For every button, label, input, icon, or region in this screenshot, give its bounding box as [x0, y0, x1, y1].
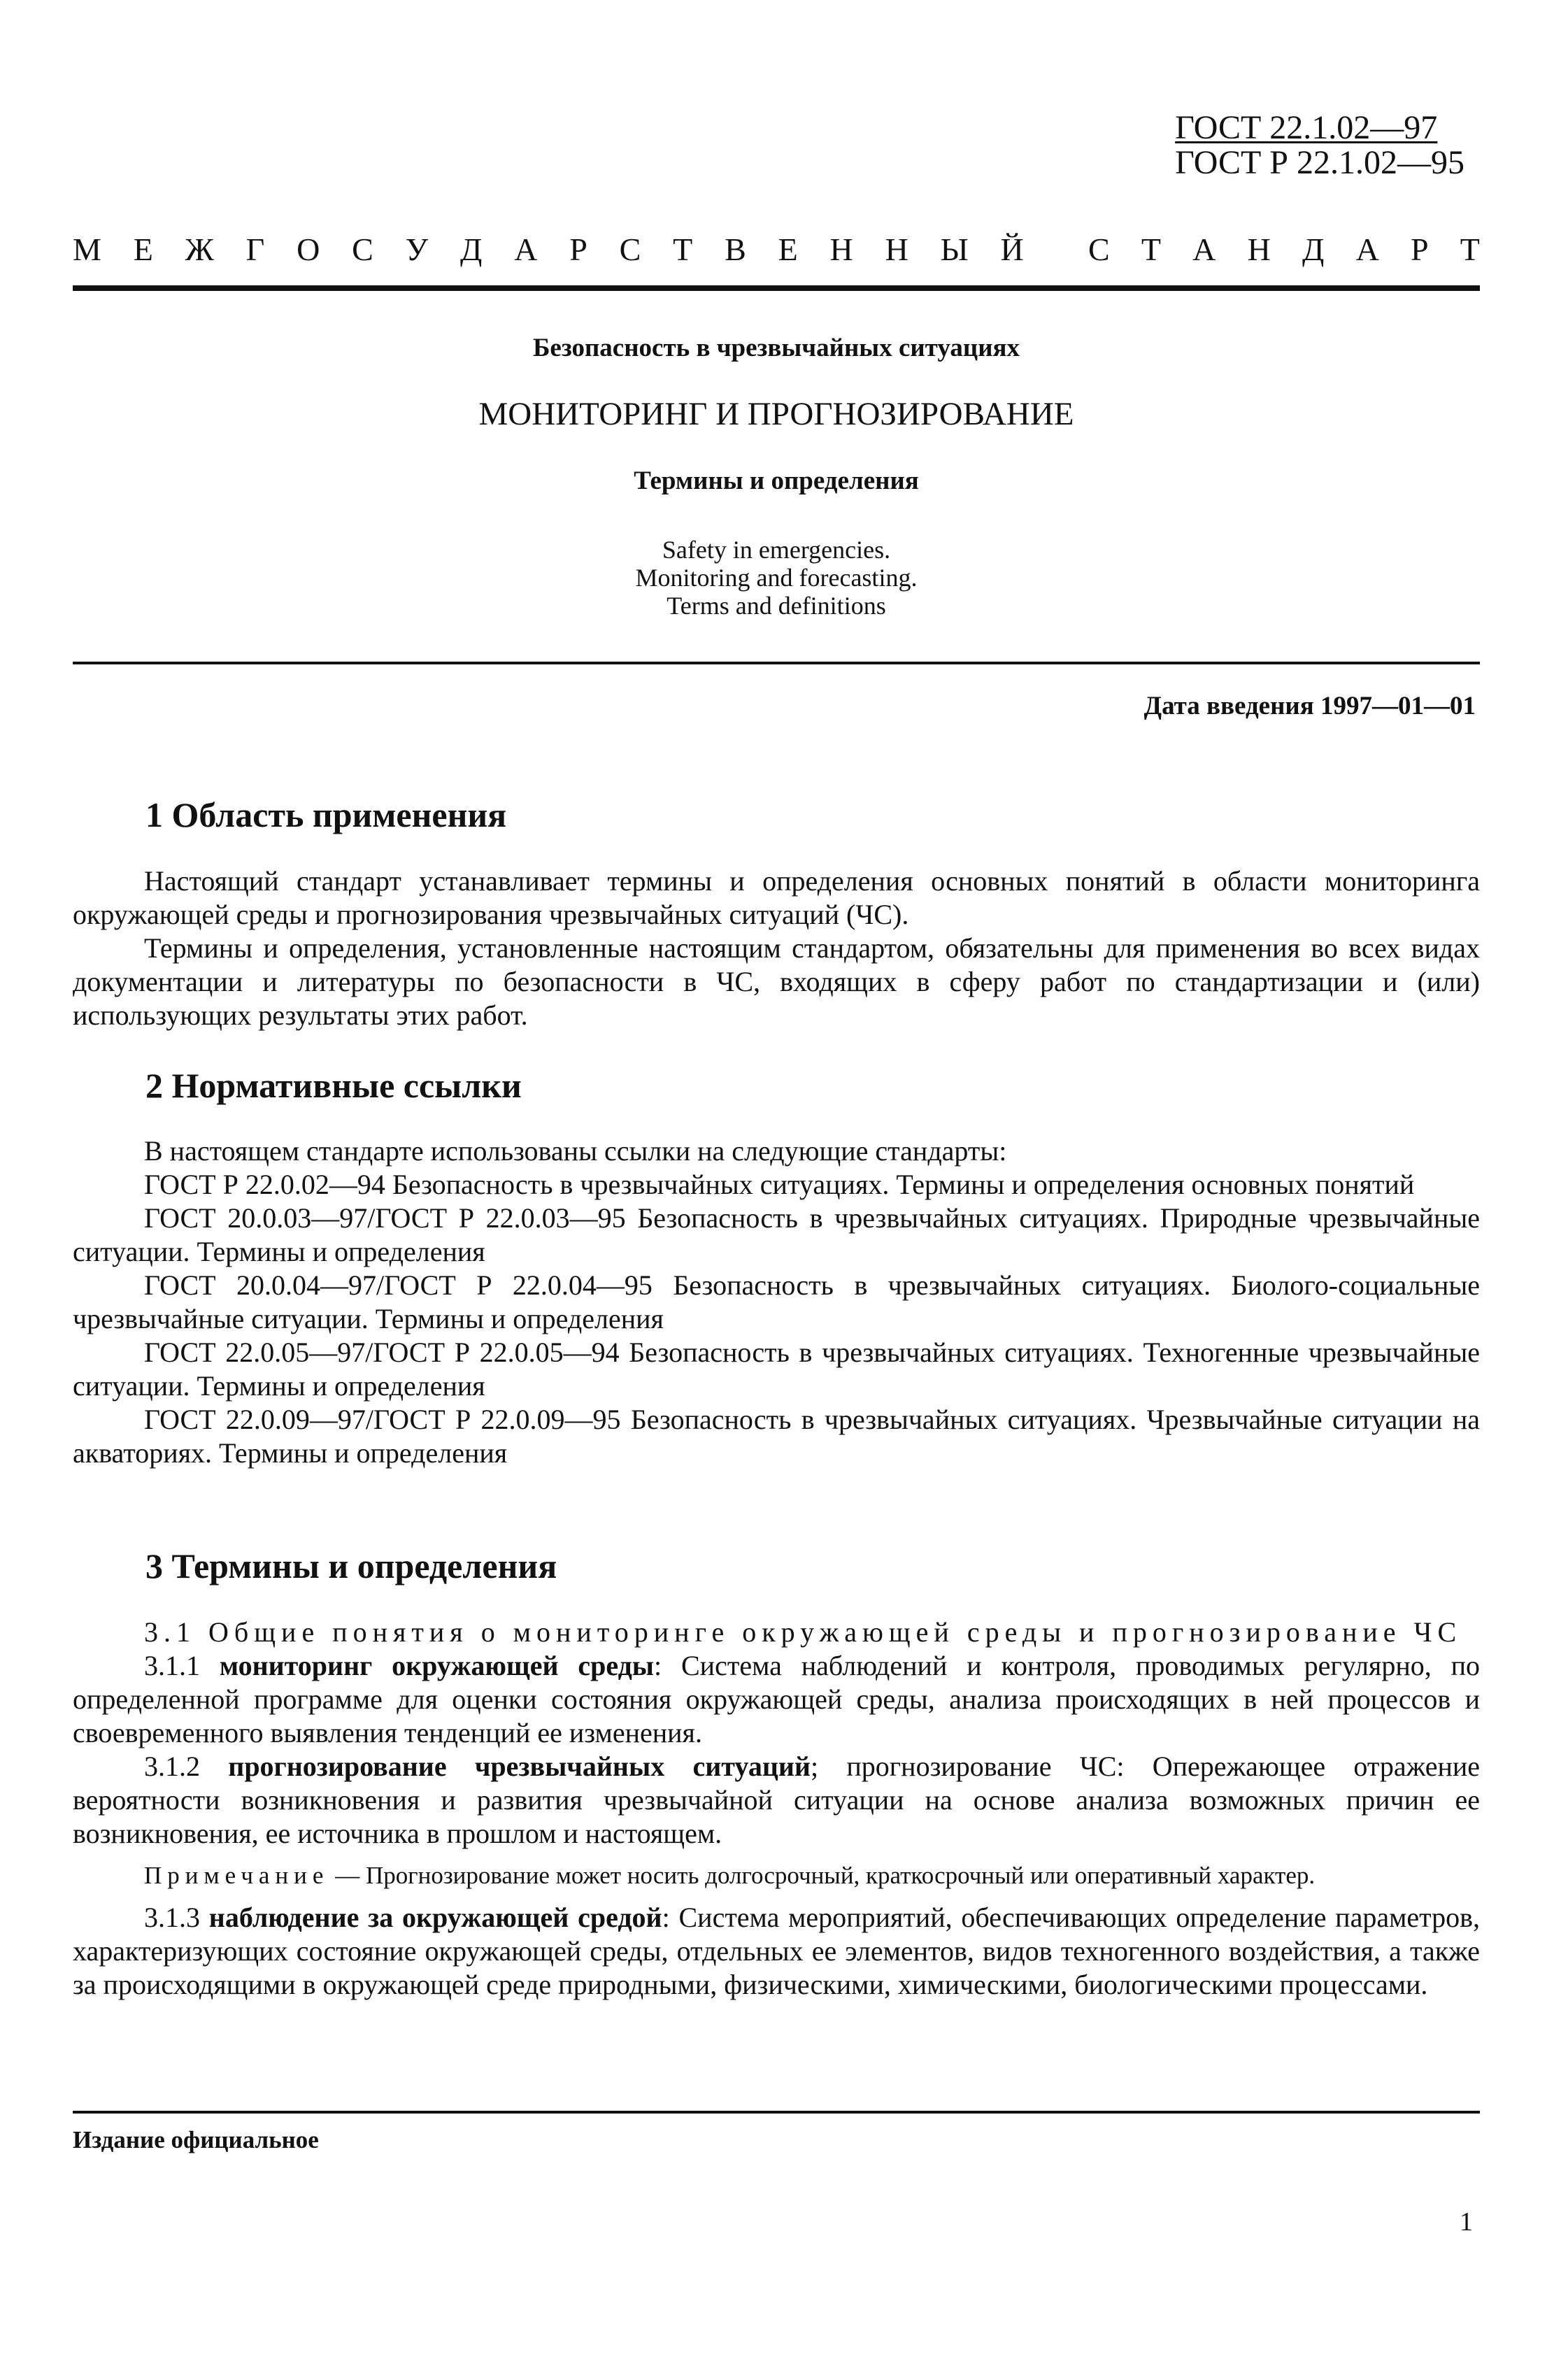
banner-letter: Т: [1460, 231, 1480, 267]
banner-letter: М: [73, 231, 101, 267]
footer-rule: [73, 2111, 1480, 2114]
banner-letter: А: [514, 231, 538, 267]
reference-item: ГОСТ 22.0.05—97/ГОСТ Р 22.0.05—94 Безопасность в чрезвычайных ситуациях. Техногенные чрезвычайные ситуации. Термины и определения: [73, 1337, 1480, 1402]
document-title: МОНИТОРИНГ И ПРОГНОЗИРОВАНИЕ: [478, 396, 1074, 432]
introduction-date: Дата введения 1997—01—01: [1143, 692, 1476, 720]
term-3-1-3: [73, 1901, 1480, 2002]
banner-letter: Д: [460, 231, 483, 267]
term-definition: ; прогнозирование ЧС: Опережающее отражение вероятности возникновения и развития чрезвычайной ситуации на основе анализа возможных причин ее возникновения, ее источника в прошлом и настоящем.: [73, 1751, 1481, 1849]
banner-letter: С: [619, 231, 641, 267]
banner-letter: Т: [673, 231, 693, 267]
reference-item: ГОСТ 20.0.03—97/ГОСТ Р 22.0.03—95 Безопасность в чрезвычайных ситуациях. Природные чрезвычайные ситуации. Термины и определения: [73, 1202, 1480, 1267]
note-text: — Прогнозирование может носить долгосрочный, краткосрочный или оперативный характер.: [329, 1862, 1316, 1889]
banner-letter: Р: [569, 231, 587, 267]
interstate-standard-banner: [73, 231, 1480, 268]
reference-item: ГОСТ Р 22.0.02—94 Безопасность в чрезвычайных ситуациях. Термины и определения основных понятий: [144, 1169, 1415, 1200]
banner-letter: Н: [885, 231, 908, 267]
term-name: прогнозирование чрезвычайных ситуаций: [228, 1751, 811, 1782]
standard-number-interstate: ГОСТ 22.1.02—97: [1175, 109, 1438, 146]
banner-letter: С: [352, 231, 373, 267]
banner-word-interstate: [73, 231, 1024, 268]
document-page: [73, 0, 1480, 2380]
english-title-1: Safety in emergencies.: [662, 536, 891, 564]
term-definition: : Система наблюдений и контроля, проводимых регулярно, по определенной программе для оценки состояния окружающей среды, анализа происходящих в ней процессов и своевременного выявления тенденций ее изменения.: [73, 1650, 1480, 1748]
section-1-paragraph-2: Термины и определения, установленные настоящим стандартом, обязательны для применения во всех видах документации и литературы по безопасности в ЧС, входящих в сферу работ по стандартизации и (или) использующих результаты этих работ.: [73, 932, 1480, 1031]
banner-letter: Н: [1247, 231, 1271, 267]
banner-letter: Е: [133, 231, 153, 267]
section-1-heading: 1 Область применения: [145, 795, 507, 834]
banner-letter: В: [725, 231, 746, 267]
banner-letter: Ж: [185, 231, 214, 267]
banner-letter: С: [1088, 231, 1110, 267]
banner-letter: А: [1355, 231, 1379, 267]
term-3-1-1: [73, 1649, 1480, 1750]
banner-letter: Ы: [940, 231, 969, 267]
subsection-3-1-title: 3.1 Общие понятия о мониторинге окружающей среды и прогнозирование ЧС: [144, 1616, 1462, 1648]
standard-numbers: [1175, 111, 1464, 180]
english-title-3: Terms and definitions: [667, 592, 886, 620]
banner-letter: Е: [778, 231, 798, 267]
title-rule: [73, 662, 1480, 664]
banner-letter: Н: [829, 231, 853, 267]
english-title-2: Monitoring and forecasting.: [635, 564, 918, 592]
page-number: 1: [1460, 2207, 1473, 2237]
section-2-intro: В настоящем стандарте использованы ссылки на следующие стандарты:: [144, 1135, 1007, 1167]
banner-letter: А: [1192, 231, 1216, 267]
banner-letter: У: [405, 231, 429, 267]
note-label: Примечание: [144, 1862, 329, 1889]
section-3-heading: 3 Термины и определения: [145, 1546, 557, 1586]
banner-letter: Т: [1141, 231, 1161, 267]
section-3-body: [73, 1616, 1480, 2002]
section-2-body: [73, 1134, 1480, 1470]
section-1-paragraph-1: Настоящий стандарт устанавливает термины и определения основных понятий в области мониторинга окружающей среды и прогнозирования чрезвычайных ситуаций (ЧС).: [73, 865, 1480, 930]
banner-word-standard: [1088, 231, 1480, 268]
header-rule: [73, 285, 1480, 291]
banner-letter: О: [297, 231, 320, 267]
section-1-body: [73, 864, 1480, 1032]
official-edition-label: Издание официальное: [73, 2126, 319, 2153]
subtitle: Безопасность в чрезвычайных ситуациях: [532, 334, 1020, 362]
term-3-1-2: [73, 1750, 1480, 1851]
reference-item: ГОСТ 20.0.04—97/ГОСТ Р 22.0.04—95 Безопасность в чрезвычайных ситуациях. Биолого-социальные чрезвычайные ситуации. Термины и определения: [73, 1269, 1480, 1334]
term-name: мониторинг окружающей среды: [219, 1650, 655, 1681]
banner-letter: Г: [245, 231, 265, 267]
section-2-heading: 2 Нормативные ссылки: [145, 1066, 522, 1105]
banner-letter: Й: [1000, 231, 1024, 267]
term-number: 3.1.3: [144, 1902, 200, 1933]
note: [73, 1860, 1480, 1891]
term-name: наблюдение за окружающей средой: [208, 1902, 662, 1933]
reference-item: ГОСТ 22.0.09—97/ГОСТ Р 22.0.09—95 Безопасность в чрезвычайных ситуациях. Чрезвычайные ситуации на акваториях. Термины и определения: [73, 1404, 1480, 1469]
terms-subtitle: Термины и определения: [634, 466, 919, 495]
banner-letter: Р: [1411, 231, 1429, 267]
term-number: 3.1.2: [144, 1751, 200, 1782]
standard-number-russian: ГОСТ Р 22.1.02—95: [1175, 144, 1464, 181]
term-definition: : Система мероприятий, обеспечивающих определение параметров, характеризующих состояние окружающей среды, отдельных ее элементов, видов техногенного воздействия, а также за происходящими в окружающей среде природными, физическими, химическими, биологическими процессами.: [73, 1902, 1481, 2000]
banner-letter: Д: [1302, 231, 1325, 267]
term-number: 3.1.1: [144, 1650, 200, 1681]
